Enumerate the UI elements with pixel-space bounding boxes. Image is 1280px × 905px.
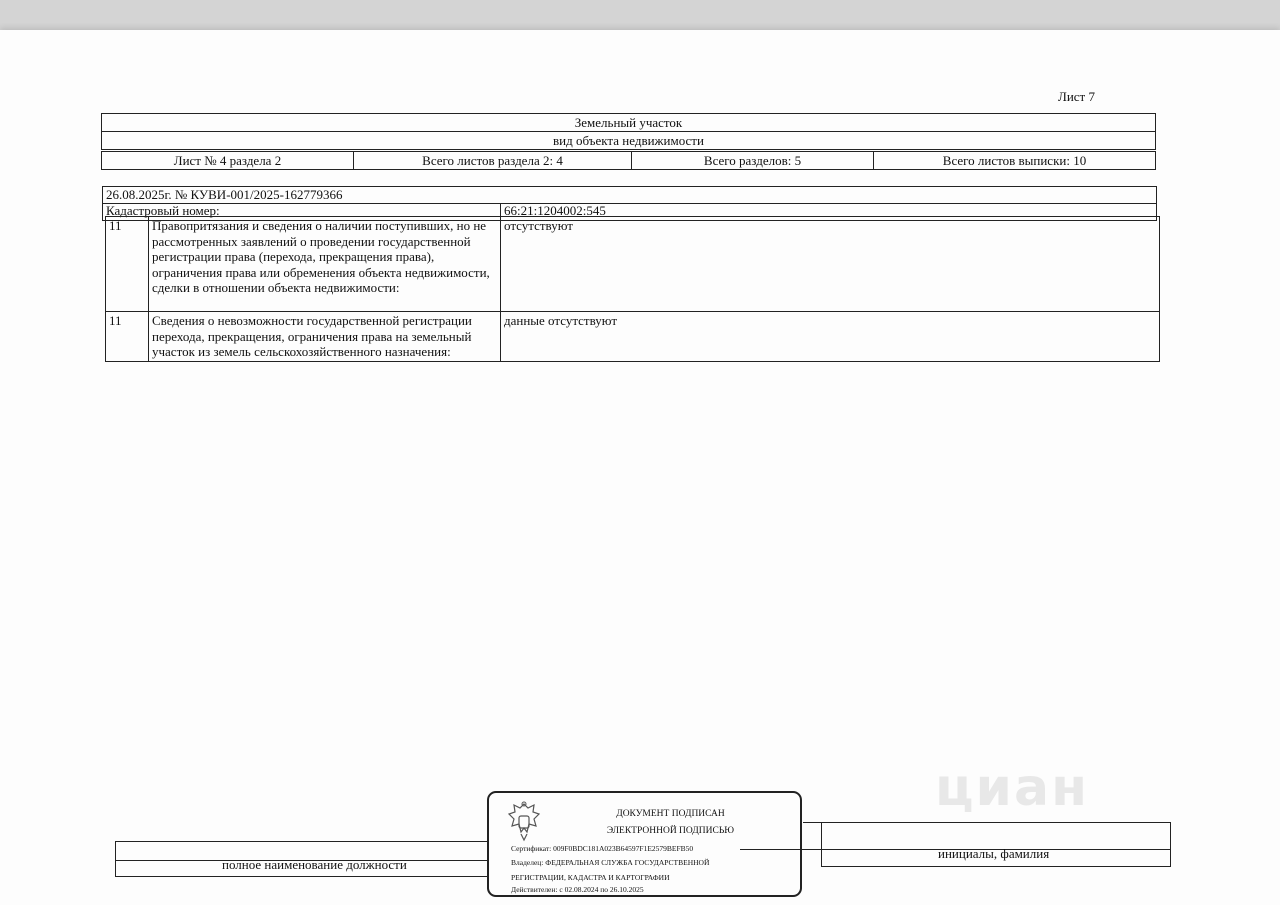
row-field-value: данные отсутствуют bbox=[501, 312, 1160, 362]
table-row bbox=[106, 312, 1160, 362]
object-kind-cell bbox=[101, 131, 1156, 150]
extract-info-row bbox=[101, 151, 1156, 170]
position-label: полное наименование должности bbox=[222, 857, 407, 872]
sheet-of-section-cell bbox=[102, 152, 354, 169]
signature-border-left bbox=[115, 841, 116, 876]
signature-line-left-top bbox=[115, 841, 488, 842]
stamp-owner-continued: РЕГИСТРАЦИИ, КАДАСТРА И КАРТОГРАФИИ bbox=[511, 873, 670, 882]
total-sheets-section-text: Всего листов раздела 2: 4 bbox=[422, 152, 563, 168]
watermark: циан bbox=[935, 758, 1089, 818]
sheet-number: Лист 7 bbox=[1058, 89, 1095, 104]
total-sections-text: Всего разделов: 5 bbox=[703, 152, 802, 168]
row-number: 11 bbox=[106, 217, 149, 312]
object-type-text: Земельный участок bbox=[574, 114, 683, 130]
stamp-validity: Действителен: с 02.08.2024 по 26.10.2025 bbox=[511, 885, 644, 894]
extract-reference-row bbox=[102, 186, 1157, 204]
signature-line-right-top bbox=[803, 822, 1171, 823]
total-sheets-section-cell bbox=[354, 152, 632, 169]
row-number: 11 bbox=[106, 312, 149, 362]
signature-line-left-bottom bbox=[115, 876, 488, 877]
electronic-signature-stamp bbox=[487, 791, 802, 897]
row-field-name: Правопритязания и сведения о наличии поступивших, но не рассмотренных заявлений о проведении государственной регистрации права (перехода, прекращения права), ограничения права или обременения объекта недвижимости, сделки в отношении объекта недвижимости: bbox=[149, 217, 501, 312]
extract-reference-text: 26.08.2025г. № КУВИ-001/2025-162779366 bbox=[106, 187, 343, 202]
signature-divider-right bbox=[821, 822, 822, 866]
stamp-title: ДОКУМЕНТ ПОДПИСАН bbox=[616, 809, 725, 819]
stamp-owner: Владелец: ФЕДЕРАЛЬНАЯ СЛУЖБА ГОСУДАРСТВЕННОЙ bbox=[511, 858, 710, 867]
total-sections-cell bbox=[632, 152, 874, 169]
row-field-name: Сведения о невозможности государственной регистрации перехода, прекращения, ограничения права на земельный участок из земель сельскохозяйственного назначения: bbox=[149, 312, 501, 362]
row-field-value: отсутствуют bbox=[501, 217, 1160, 312]
cadastral-value: 66:21:1204002:545 bbox=[504, 203, 606, 218]
sheet-of-section-text: Лист № 4 раздела 2 bbox=[173, 152, 282, 168]
stamp-certificate: Сертификат: 009F0BDC181A023B64597F1E2579BEFB50 bbox=[511, 844, 694, 853]
coat-of-arms-icon bbox=[507, 800, 541, 844]
object-kind-text: вид объекта недвижимости bbox=[553, 132, 704, 148]
table-row bbox=[106, 217, 1160, 312]
total-sheets-extract-cell bbox=[874, 152, 1155, 169]
total-sheets-extract-text: Всего листов выписки: 10 bbox=[942, 152, 1087, 168]
signature-line-right-bottom bbox=[821, 866, 1171, 867]
signature-border-right bbox=[1170, 822, 1171, 866]
object-type-cell bbox=[101, 113, 1156, 132]
encumbrance-table bbox=[105, 216, 1160, 362]
cadastral-label: Кадастровый номер: bbox=[106, 203, 220, 218]
stamp-subtitle: ЭЛЕКТРОННОЙ ПОДПИСЬЮ bbox=[606, 826, 735, 836]
name-label: инициалы, фамилия bbox=[938, 846, 1050, 861]
